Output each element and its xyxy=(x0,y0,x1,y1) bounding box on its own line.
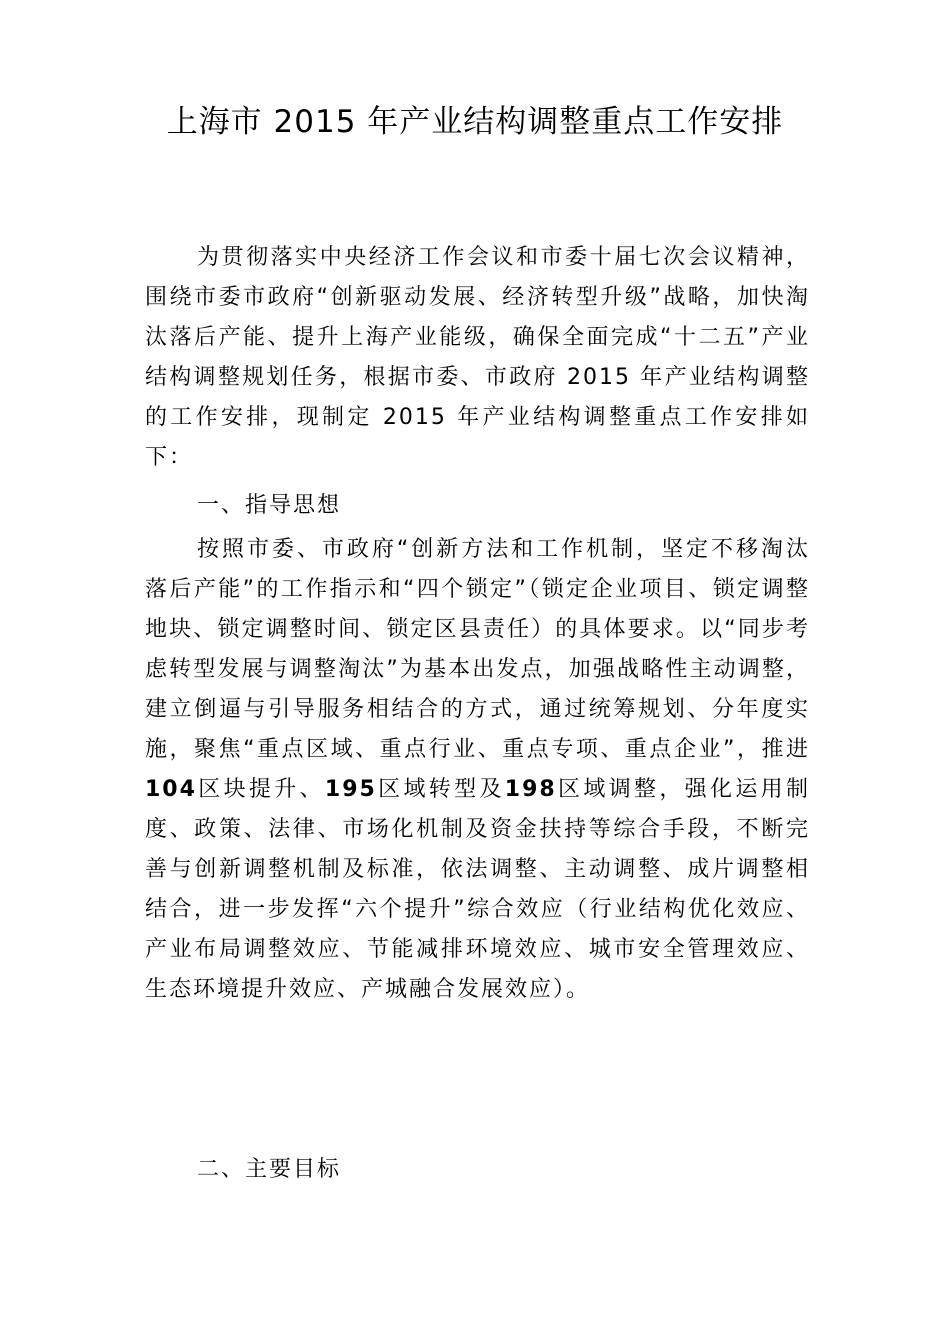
intro-paragraph: 为贯彻落实中央经济工作会议和市委十届七次会议精神，围绕市委市政府“创新驱动发展、经济转型升级”战略，加快淘汰落后产能、提升上海产业能级，确保全面完成“十二五”产业结构调整规划任务，根据市委、市政府 2015 年产业结构调整的工作安排，现制定 2015 年产业结构调整重点工作安排如下： xyxy=(145,245,811,470)
guiding-thought-paragraph xyxy=(145,530,810,1010)
section-heading-guiding-thought: 一、指导思想 xyxy=(197,493,342,518)
guiding-text-part2: 区域调整，强化运用制度、政策、法律、市场化机制及资金扶持等综合手段，不断完善与创新调整机制及标准，依法调整、主动调整、成片调整相结合，进一步发挥“六个提升”综合效应（行业结构优化效应、产业布局调整效应、节能减排环境效应、城市安全管理效应、生态环境提升效应、产城融合发展效应）。 xyxy=(145,777,810,1002)
document-title: 上海市 2015 年产业结构调整重点工作安排 xyxy=(166,104,784,140)
guiding-text-a: 区块提升、 xyxy=(196,777,325,802)
guiding-text-part1: 按照市委、市政府“创新方法和工作机制，坚定不移淘汰落后产能”的工作指示和“四个锁定”（锁定企业项目、锁定调整地块、锁定调整时间、锁定区县责任）的具体要求。以“同步考虑转型发展与调整淘汰”为基本出发点，加强战略性主动调整，建立倒逼与引导服务相结合的方式，通过统筹规划、分年度实施，聚焦“重点区域、重点行业、重点专项、重点企业”，推进 xyxy=(145,537,810,762)
guiding-text-b: 区域转型及 xyxy=(376,777,505,802)
number-195: 195 xyxy=(324,777,377,802)
section-heading-main-goals: 二、主要目标 xyxy=(197,1157,342,1182)
number-198: 198 xyxy=(504,777,557,802)
number-104: 104 xyxy=(145,777,197,802)
